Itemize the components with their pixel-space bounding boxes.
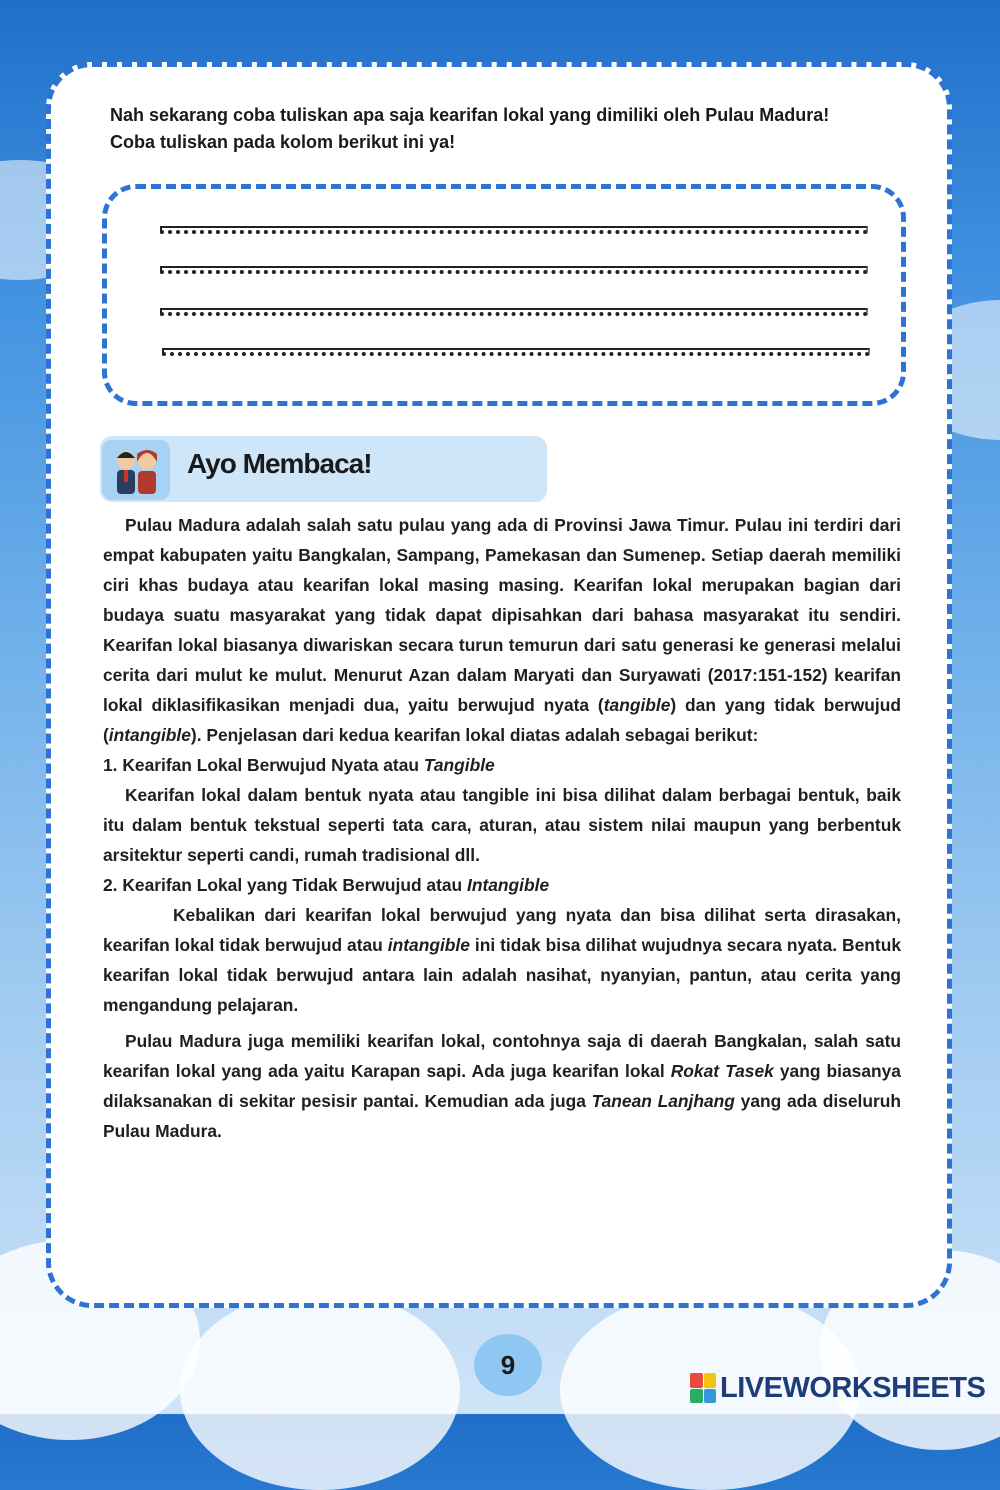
brand-name: LIVEWORKSHEETS [720,1371,986,1404]
answer-line-1[interactable] [160,226,868,234]
text-span: ini tidak bisa dilihat wujudnya secara nyata. Bentuk kearifan lokal tidak berwujud antara lain adalah nasihat, nyanyian, pantun, atau cerita yang mengandung pelajaran. [103,935,901,1015]
cloud-decoration [180,1290,460,1490]
text-span: Pulau Madura juga memiliki kearifan lokal, contohnya saja di daerah Bangkalan, salah satu kearifan lokal yang ada yaitu Karapan sapi. Ada juga kearifan lokal [103,1031,901,1081]
reading-paragraph-3 [103,900,901,1020]
text-span: Kebalikan dari kearifan lokal berwujud yang nyata dan bisa dilihat serta dirasakan, kearifan lokal tidak berwujud atau [103,905,901,955]
term-intangible: intangible [108,725,191,745]
reading-paragraph-1 [103,510,901,750]
page-number: 9 [474,1334,542,1396]
answer-box [102,184,906,406]
text-span: Pulau Madura adalah salah satu pulau yang ada di Provinsi Jawa Timur. Pulau ini terdiri dari empat kabupaten yaitu Bangkalan, Sampang, Pamekasan dan Sumenep. Setiap daerah memiliki ciri khas budaya atau kearifan lokal masing masing. Kearifan lokal merupakan bagian dari budaya suatu masyarakat yang tidak dapat dipisahkan dari bahasa masyarakat itu sendiri. Kearifan lokal biasanya diwariskan secara turun temurun dari satu generasi ke generasi melalui cerita dari mulut ke mulut. Menurut Azan dalam Maryati dan Suryawati (2017:151-152) kearifan lokal diklasifikasikan menjadi dua, yaitu berwujud nyata ( [103,515,901,715]
term-intangible: intangible [387,935,470,955]
term-tanean-lanjhang: Tanean Lanjhang [591,1091,735,1111]
liveworksheets-logo [690,1370,985,1406]
answer-line-2[interactable] [160,266,868,274]
reading-text [103,510,901,1146]
text-span: ). Penjelasan dari kedua kearifan lokal diatas adalah sebagai berikut: [190,725,759,745]
term-rokat-tasek: Rokat Tasek [670,1061,774,1081]
text-span: 1. Kearifan Lokal Berwujud Nyata atau [103,755,424,775]
term-tangible: tangible [603,695,671,715]
students-icon [102,440,170,500]
term-intangible: Intangible [467,875,550,895]
text-span: ) dan yang tidak berwujud ( [103,695,901,745]
instruction-line-2: Coba tuliskan pada kolom berikut ini ya! [110,132,456,152]
answer-line-4[interactable] [162,348,870,356]
text-span: yang biasanya dilaksanakan di sekitar pesisir pantai. Kemudian ada juga [103,1061,901,1111]
reading-paragraph-2: Kearifan lokal dalam bentuk nyata atau tangible ini bisa dilihat dalam berbagai bentuk, baik itu dalam bentuk tekstual seperti tata cara, aturan, atau sistem nilai maupun yang berbentuk arsitektur seperti candi, rumah tradisional dll. [103,785,901,865]
text-span: 2. Kearifan Lokal yang Tidak Berwujud atau [103,875,468,895]
instruction-text [110,102,910,156]
reading-paragraph-4 [103,1026,901,1146]
text-span: yang ada diseluruh Pulau Madura. [103,1091,901,1141]
instruction-line-1: Nah sekarang coba tuliskan apa saja kearifan lokal yang dimiliki oleh Pulau Madura! [110,105,830,125]
answer-line-3[interactable] [160,308,868,316]
subheading-1 [103,750,901,780]
section-title: Ayo Membaca! [187,448,372,479]
subheading-2 [103,870,901,900]
term-tangible: Tangible [423,755,495,775]
liveworksheets-icon [690,1373,716,1403]
